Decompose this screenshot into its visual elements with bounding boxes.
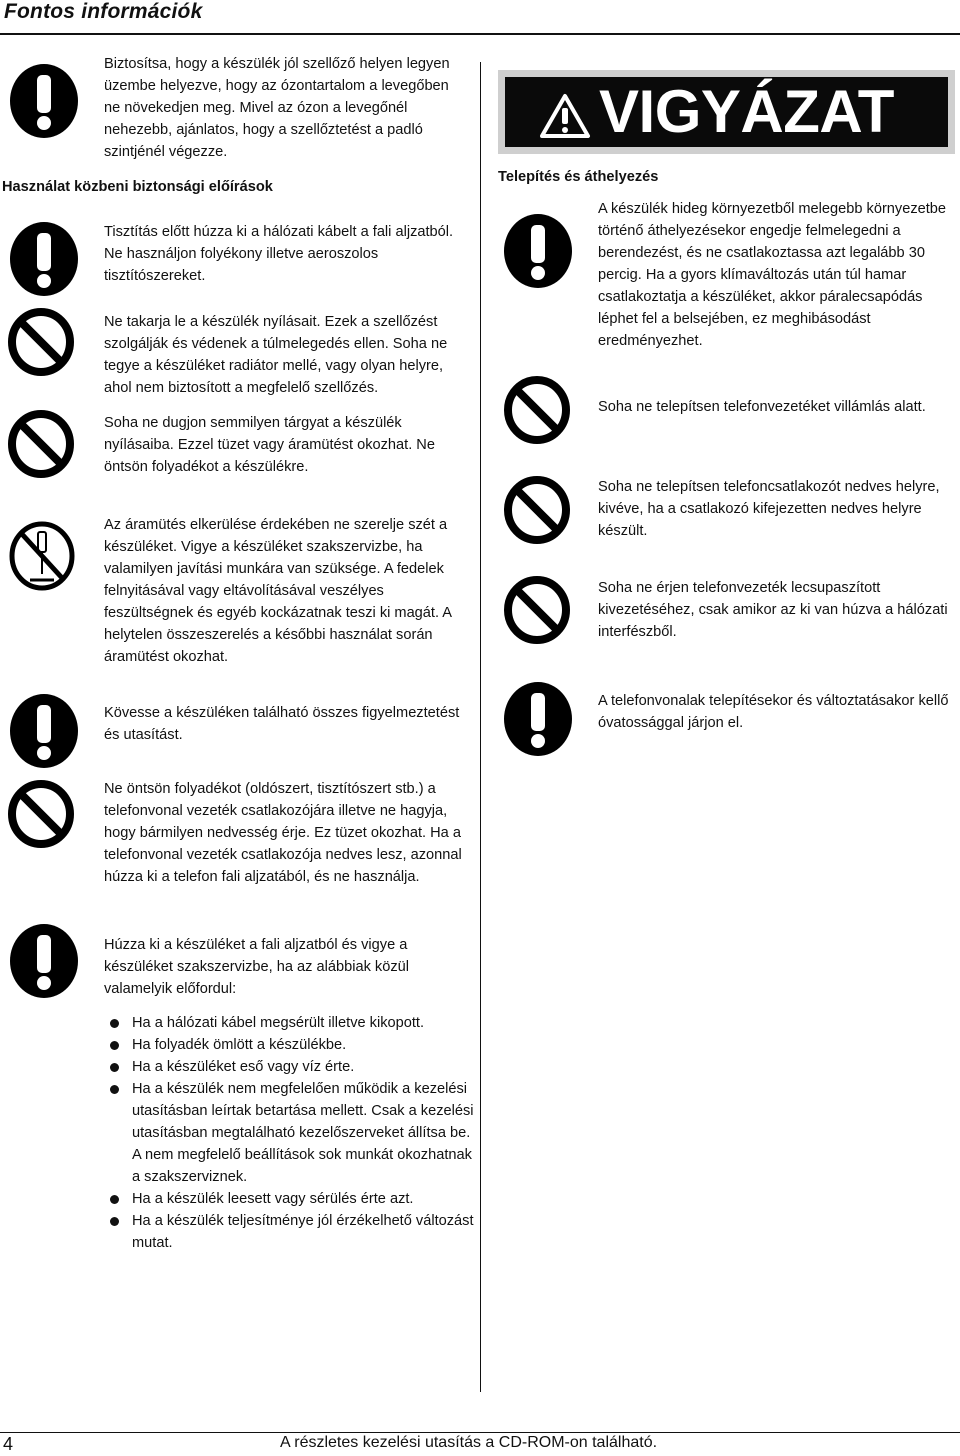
- mandatory-exclamation-icon: [10, 924, 78, 998]
- list-item: Ha folyadék ömlött a készülékbe.: [104, 1034, 474, 1056]
- prohibited-icon: [6, 408, 76, 480]
- bullet-icon: [110, 1019, 119, 1028]
- section-heading-installation: Telepítés és áthelyezés: [498, 169, 659, 185]
- title-rule: [0, 33, 960, 35]
- prohibited-icon: [502, 374, 572, 446]
- list-item: Ha a készülék teljesítménye jól érzékelhető változást mutat.: [104, 1210, 474, 1254]
- prohibited-icon: [502, 474, 572, 546]
- list-item: Ha a készüléket eső vagy víz érte.: [104, 1056, 474, 1078]
- wet-location-text: Soha ne telepítsen telefoncsatlakozót nedves helyre, kivéve, ha a csatlakozó kifejezetten nedves helyre készült.: [598, 479, 940, 539]
- bullet-icon: [110, 1041, 119, 1050]
- disassembly-text: Az áramütés elkerülése érdekében ne szerelje szét a készüléket. Vigye a készüléket szakszervizbe, ha valamilyen javítási munkára van szüksége. A fedelek felnyitásával vagy eltávolításával veszélyes feszültségnek és egyéb kockázatnak teszi ki magát. A helytelen összeszerelés a későbbi használat során áramütést okozhat.: [104, 517, 452, 665]
- prohibited-icon: [6, 778, 76, 850]
- footer-note: A részletes kezelési utasítás a CD-ROM-on található.: [280, 1434, 658, 1451]
- service-conditions-list: [104, 1012, 474, 1254]
- do-not-disassemble-icon: [6, 518, 78, 594]
- mandatory-exclamation-icon: [10, 694, 78, 768]
- bullet-icon: [110, 1217, 119, 1226]
- column-divider: [480, 62, 481, 1392]
- bullet-icon: [110, 1063, 119, 1072]
- objects-text: Soha ne dugjon semmilyen tárgyat a készülék nyílásaiba. Ezzel tüzet vagy áramütést okozhat. Ne öntsön folyadékot a készülékre.: [104, 415, 435, 475]
- list-item: Ha a készülék nem megfelelően működik a kezelési utasításban leírtak betartása mellett. Csak a kezelési utasításban megtalálható kezelőszerveket állítsa be. A nem megfelelő beállítások sok munkát okozhatnak a szakszerviznek.: [104, 1078, 474, 1188]
- mandatory-exclamation-icon: [504, 214, 572, 288]
- prohibited-icon: [502, 574, 572, 646]
- caution-banner: [498, 70, 955, 154]
- climate-change-text: A készülék hideg környezetből melegebb környezetbe történő áthelyezésekor engedje felmelegedni a berendezést, és ne csatlakoztassa azt legalább 30 percig. Ha a gyors klímaváltozás után túl hamar csatlakoztatja a készüléket, akkor páralecsapódás léphet fel a belsejében, ez meghibásodást eredményezhet.: [598, 201, 947, 349]
- page-number: 4: [3, 1434, 14, 1454]
- list-item: Ha a hálózati kábel megsérült illetve kikopott.: [104, 1012, 474, 1034]
- section-heading-usage-safety: Használat közbeni biztonsági előírások: [2, 179, 273, 195]
- bullet-icon: [110, 1085, 119, 1094]
- mandatory-exclamation-icon: [504, 682, 572, 756]
- lightning-text: Soha ne telepítsen telefonvezetéket villámlás alatt.: [598, 399, 926, 415]
- ventilation-text: Biztosítsa, hogy a készülék jól szellőző helyen legyen üzembe helyezve, hogy az ózontartalom a levegőben ne növekedjen meg. Mivel az ózon a levegőnél nehezebb, ajánlatos, hogy a szellőztetést a padló szintjénél végezze.: [104, 56, 450, 160]
- prohibited-icon: [6, 306, 76, 378]
- footer-rule: [0, 1432, 960, 1433]
- mandatory-exclamation-icon: [10, 222, 78, 296]
- liquid-cord-text: Ne öntsön folyadékot (oldószert, tisztítószert stb.) a telefonvonal vezeték csatlakozójára illetve ne hagyja, hogy bármilyen nedvesség érje. Ez tüzet okozhat. Ha a telefonvonal vezeték csatlakozója nedves lesz, azonnal húzza ki a telefon fali aljzatából, és ne használja.: [104, 781, 462, 885]
- page-title: Fontos információk: [4, 0, 203, 23]
- caution-installation-text: A telefonvonalak telepítésekor és változtatásakor kellő óvatossággal járjon el.: [598, 693, 949, 731]
- list-item: Ha a készülék leesett vagy sérülés érte azt.: [104, 1188, 474, 1210]
- cleaning-text: Tisztítás előtt húzza ki a hálózati kábelt a fali aljzatból. Ne használjon folyékony illetve aeroszolos tisztítószereket.: [104, 224, 454, 284]
- openings-text: Ne takarja le a készülék nyílásait. Ezek a szellőzést szolgálják és védenek a túlmelegedés ellen. Soha ne tegye a készüléket radiátor mellé, vagy olyan helyre, ahol nem biztosított a megfelelő szellőzés.: [104, 314, 448, 396]
- mandatory-exclamation-icon: [10, 64, 78, 138]
- follow-warnings-text: Kövesse a készüléken található összes figyelmeztetést és utasítást.: [104, 705, 460, 743]
- caution-word: VIGYÁZAT: [599, 78, 894, 145]
- warning-triangle-icon: [539, 93, 591, 139]
- bullet-icon: [110, 1195, 119, 1204]
- unplug-service-text: Húzza ki a készüléket a fali aljzatból és vigye a készüléket szakszervizbe, ha az alábbiak közül valamelyik előfordul:: [104, 937, 410, 997]
- bare-wires-text: Soha ne érjen telefonvezeték lecsupaszított kivezetéséhez, csak amikor az ki van húzva a hálózati interfészből.: [598, 580, 948, 640]
